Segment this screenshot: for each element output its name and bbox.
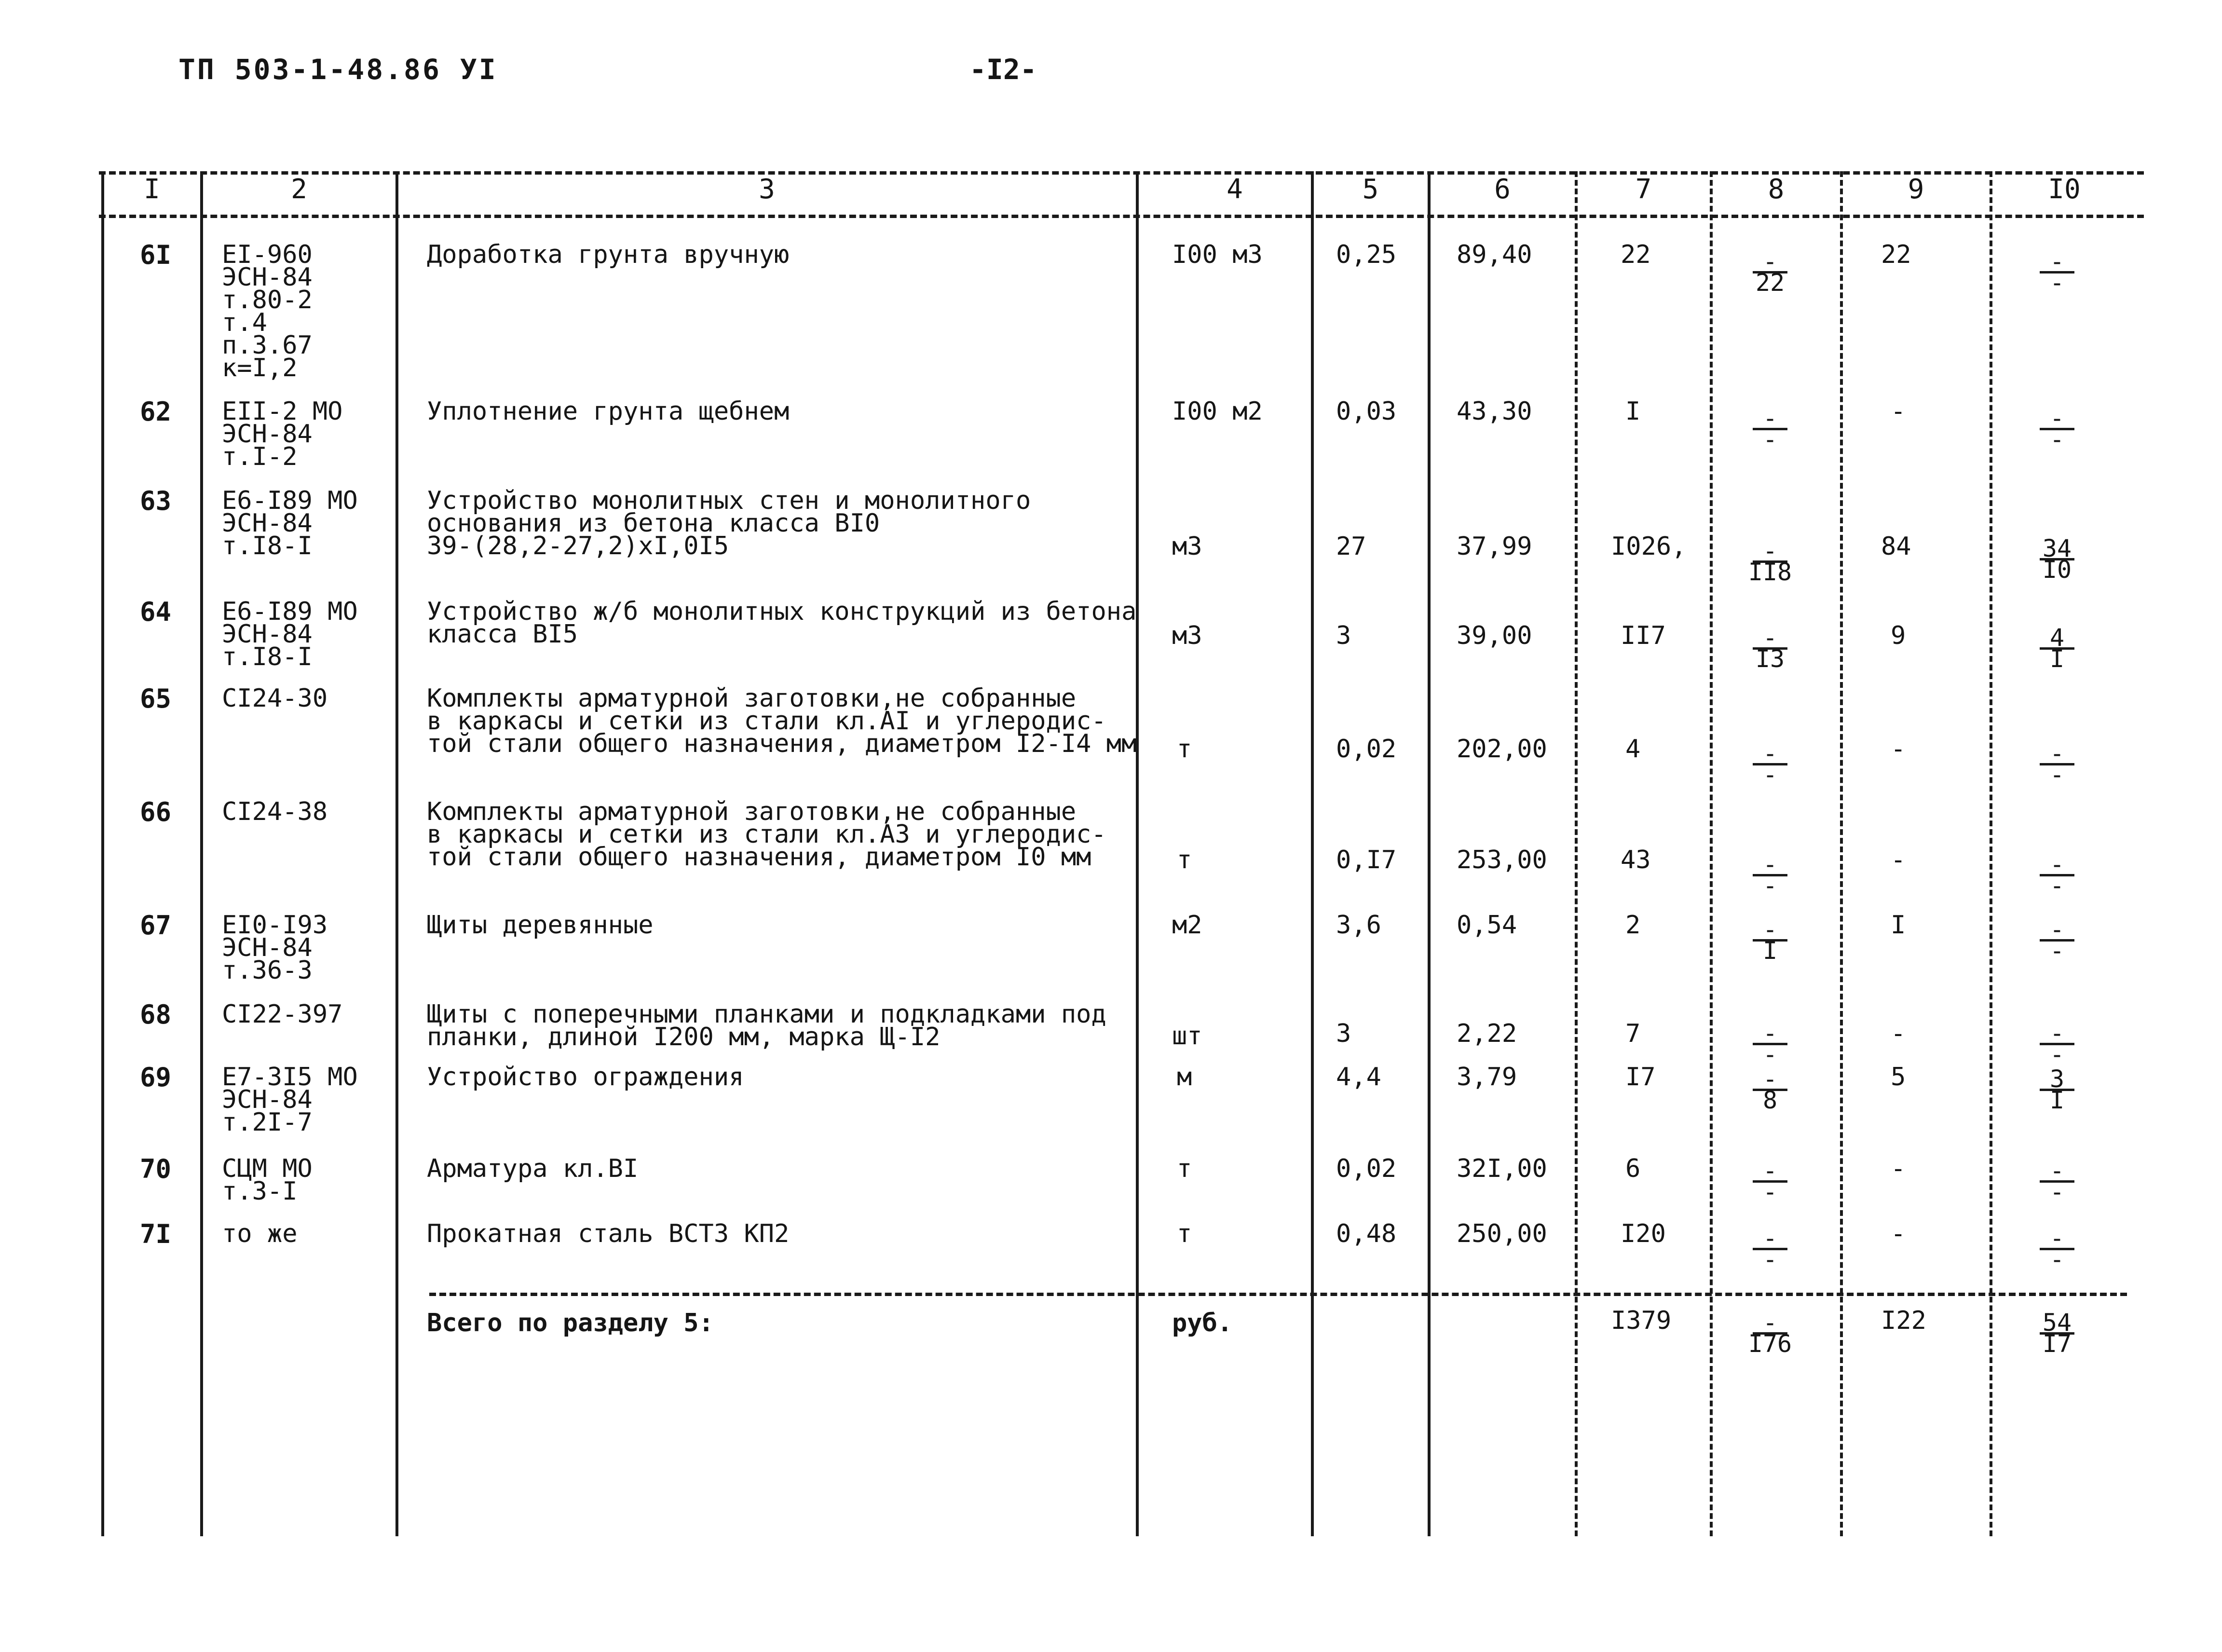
column-header: 2 bbox=[291, 174, 307, 205]
unit: т bbox=[1177, 1154, 1192, 1183]
col9-value: 5 bbox=[1891, 1063, 1906, 1092]
unit-price: 253,00 bbox=[1457, 846, 1547, 874]
unit-price: 250,00 bbox=[1457, 1219, 1547, 1248]
unit-price: 37,99 bbox=[1457, 532, 1532, 561]
quantity: 0,02 bbox=[1336, 1154, 1397, 1183]
column-header: 7 bbox=[1635, 174, 1652, 205]
fraction-col8: - - bbox=[1746, 854, 1794, 892]
unit-price: 3,79 bbox=[1457, 1063, 1517, 1092]
column-border bbox=[1710, 171, 1713, 1536]
work-description: Комплекты арматурной заготовки,не собранные в каркасы и сетки из стали кл.АI и углеродис- той стали общего назначения, диаметром I2-I4 мм bbox=[427, 684, 1137, 758]
summary-label: Всего по разделу 5: bbox=[427, 1309, 714, 1338]
row-number: 69 bbox=[140, 1062, 172, 1092]
col9-value: 84 bbox=[1881, 532, 1911, 561]
fraction-col10: 3 I bbox=[2033, 1068, 2081, 1107]
fraction-col10: 4 I bbox=[2033, 627, 2081, 666]
work-description: Устройство ограждения bbox=[427, 1063, 744, 1092]
row-number: 65 bbox=[140, 683, 172, 714]
column-header: 3 bbox=[759, 174, 775, 205]
table-header-rule bbox=[99, 215, 2144, 218]
row-number: 68 bbox=[140, 999, 172, 1030]
total-cost: 2 bbox=[1625, 911, 1641, 940]
norm-code: ЕI0-I93 ЭСН-84 т.36-3 bbox=[222, 911, 328, 985]
total-cost: I bbox=[1625, 397, 1641, 426]
fraction-col10: - - bbox=[2033, 1160, 2081, 1199]
fraction-col8: - - bbox=[1746, 1228, 1794, 1266]
total-cost: 4 bbox=[1625, 735, 1641, 764]
fraction-col8: - 22 bbox=[1746, 251, 1794, 289]
fraction-col8: - - bbox=[1746, 408, 1794, 446]
col9-value: - bbox=[1891, 1219, 1906, 1248]
col9-value: 22 bbox=[1881, 240, 1911, 269]
norm-code: СЦМ МО т.3-I bbox=[222, 1154, 313, 1206]
unit: I00 м3 bbox=[1172, 240, 1263, 269]
work-description: Устройство монолитных стен и монолитного основания из бетона класса ВI0 39-(28,2-27,2)хI,0I5 bbox=[427, 486, 1031, 560]
unit: I00 м2 bbox=[1172, 397, 1263, 426]
fraction-col10: - - bbox=[2033, 854, 2081, 892]
norm-code: СI24-38 bbox=[222, 797, 328, 826]
unit: т bbox=[1177, 846, 1192, 874]
col9-value: 9 bbox=[1891, 621, 1906, 650]
work-description: Щиты с поперечными планками и подкладками под планки, длиной I200 мм, марка Щ-I2 bbox=[427, 1000, 1106, 1051]
fraction-col8: - II8 bbox=[1748, 537, 1792, 586]
total-cost: I026, bbox=[1611, 532, 1687, 561]
unit-price: 43,30 bbox=[1457, 397, 1532, 426]
summary-total: I379 bbox=[1611, 1306, 1672, 1335]
work-description: Уплотнение грунта щебнем bbox=[427, 397, 790, 426]
quantity: 0,I7 bbox=[1336, 846, 1397, 874]
column-border bbox=[1311, 171, 1314, 1536]
quantity: 3 bbox=[1336, 621, 1351, 650]
work-description: Прокатная сталь ВСТ3 КП2 bbox=[427, 1219, 790, 1248]
column-border bbox=[395, 171, 398, 1536]
quantity: 0,02 bbox=[1336, 735, 1397, 764]
column-border bbox=[1990, 171, 1992, 1536]
fraction-col10: - - bbox=[2033, 743, 2081, 781]
unit: м bbox=[1177, 1063, 1192, 1092]
quantity: 3 bbox=[1336, 1019, 1351, 1048]
col9-value: - bbox=[1891, 1154, 1906, 1183]
column-header: 5 bbox=[1362, 174, 1379, 205]
total-cost: 7 bbox=[1625, 1019, 1641, 1048]
col9-value: - bbox=[1891, 735, 1906, 764]
norm-code: Е6-I89 МО ЭСН-84 т.I8-I bbox=[222, 486, 358, 560]
quantity: 4,4 bbox=[1336, 1063, 1381, 1092]
total-cost: I20 bbox=[1621, 1219, 1666, 1248]
quantity: 27 bbox=[1336, 532, 1366, 561]
summary-unit: руб. bbox=[1172, 1309, 1233, 1338]
unit-price: 2,22 bbox=[1457, 1019, 1517, 1048]
fraction-col8: - - bbox=[1746, 1023, 1794, 1061]
column-header: I bbox=[144, 174, 160, 205]
unit: м2 bbox=[1172, 911, 1202, 940]
fraction-col8: - 8 bbox=[1746, 1068, 1794, 1107]
fraction-col10: - - bbox=[2033, 251, 2081, 289]
work-description: Устройство ж/б монолитных конструкций из бетона класса ВI5 bbox=[427, 597, 1137, 649]
column-border bbox=[1428, 171, 1431, 1536]
column-header: 6 bbox=[1494, 174, 1511, 205]
unit-price: 39,00 bbox=[1457, 621, 1532, 650]
unit-price: 0,54 bbox=[1457, 911, 1517, 940]
row-number: 62 bbox=[140, 396, 172, 427]
norm-code: ЕI-960 ЭСН-84 т.80-2 т.4 п.3.67 к=I,2 bbox=[222, 240, 313, 382]
row-number: 66 bbox=[140, 797, 172, 827]
column-border bbox=[1136, 171, 1139, 1536]
fraction-col10: - - bbox=[2033, 919, 2081, 957]
fraction-col10: - - bbox=[2033, 1228, 2081, 1266]
work-description: Доработка грунта вручную bbox=[427, 240, 790, 269]
column-header: 4 bbox=[1227, 174, 1243, 205]
column-border bbox=[1840, 171, 1843, 1536]
work-description: Комплекты арматурной заготовки,не собранные в каркасы и сетки из стали кл.А3 и углеродис- той стали общего назначения, диаметром I0 мм bbox=[427, 797, 1106, 872]
norm-code: Е6-I89 МО ЭСН-84 т.I8-I bbox=[222, 597, 358, 671]
unit-price: 32I,00 bbox=[1457, 1154, 1547, 1183]
unit: шт bbox=[1172, 1022, 1202, 1051]
quantity: 0,25 bbox=[1336, 240, 1397, 269]
summary-rule bbox=[429, 1293, 2127, 1296]
fraction-col8: - I bbox=[1746, 919, 1794, 957]
fraction-col8: - - bbox=[1746, 743, 1794, 781]
quantity: 0,48 bbox=[1336, 1219, 1397, 1248]
total-cost: I7 bbox=[1625, 1063, 1656, 1092]
column-header: 9 bbox=[1908, 174, 1924, 205]
unit-price: 202,00 bbox=[1457, 735, 1547, 764]
fraction-col8: - I3 bbox=[1746, 627, 1794, 666]
unit-price: 89,40 bbox=[1457, 240, 1532, 269]
total-cost: 22 bbox=[1621, 240, 1651, 269]
unit: т bbox=[1177, 735, 1192, 764]
column-header: I0 bbox=[2048, 174, 2081, 205]
norm-code: СI24-30 bbox=[222, 684, 328, 713]
column-border bbox=[200, 171, 203, 1536]
summary-fraction-col10: 54 I7 bbox=[2033, 1312, 2081, 1351]
total-cost: 43 bbox=[1621, 846, 1651, 874]
row-number: 63 bbox=[140, 486, 172, 516]
norm-code: то же bbox=[222, 1219, 298, 1248]
col9-value: - bbox=[1891, 1019, 1906, 1048]
work-description: Щиты деревянные bbox=[427, 911, 654, 940]
col9-value: - bbox=[1891, 397, 1906, 426]
row-number: 67 bbox=[140, 910, 172, 941]
row-number: 64 bbox=[140, 597, 172, 627]
document-code: ТП 503-1-48.86 УI bbox=[178, 53, 498, 86]
norm-code: СI22-397 bbox=[222, 1000, 343, 1029]
fraction-col8: - - bbox=[1746, 1160, 1794, 1199]
column-header: 8 bbox=[1768, 174, 1785, 205]
page-number: -I2- bbox=[969, 53, 1037, 86]
total-cost: II7 bbox=[1621, 621, 1666, 650]
norm-code: Е7-3I5 МО ЭСН-84 т.2I-7 bbox=[222, 1063, 358, 1137]
quantity: 0,03 bbox=[1336, 397, 1397, 426]
fraction-col10: - - bbox=[2033, 1023, 2081, 1061]
summary-fraction-col8: - I76 bbox=[1748, 1309, 1792, 1358]
fraction-col10: 34 I0 bbox=[2033, 538, 2081, 576]
unit: т bbox=[1177, 1219, 1192, 1248]
row-number: 7I bbox=[140, 1219, 172, 1249]
row-number: 6I bbox=[140, 240, 172, 270]
column-border bbox=[101, 171, 104, 1536]
unit: м3 bbox=[1172, 532, 1202, 561]
summary-col9: I22 bbox=[1881, 1306, 1926, 1335]
work-description: Арматура кл.ВI bbox=[427, 1154, 639, 1183]
col9-value: I bbox=[1891, 911, 1906, 940]
unit: м3 bbox=[1172, 621, 1202, 650]
norm-code: ЕII-2 МО ЭСН-84 т.I-2 bbox=[222, 397, 343, 471]
column-border bbox=[1575, 171, 1578, 1536]
fraction-col10: - - bbox=[2033, 408, 2081, 446]
total-cost: 6 bbox=[1625, 1154, 1641, 1183]
col9-value: - bbox=[1891, 846, 1906, 874]
quantity: 3,6 bbox=[1336, 911, 1381, 940]
row-number: 70 bbox=[140, 1154, 172, 1184]
